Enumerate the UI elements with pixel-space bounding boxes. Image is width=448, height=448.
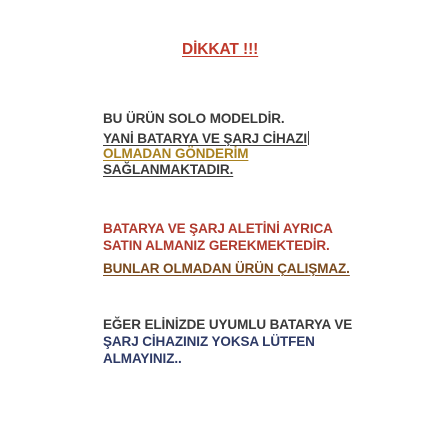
paragraph-3-line-1: EĞER ELİNİZDE UYUMLU BATARYA VE: [103, 317, 353, 332]
paragraph-1-line-3: OLMADAN GÖNDERİM: [103, 146, 249, 161]
paragraph-2-line-2: SATIN ALMANIZ GEREKMEKTEDİR.: [103, 238, 330, 253]
text-cursor: [308, 131, 309, 145]
paragraph-2-line-3: BUNLAR OLMADAN ÜRÜN ÇALIŞMAZ.: [103, 261, 350, 276]
paragraph-3-line-3: ALMAYINIZ..: [103, 351, 182, 366]
paragraph-1-line-4: SAĞLANMAKTADIR.: [103, 162, 234, 177]
warning-title: DİKKAT !!!: [182, 41, 259, 58]
paragraph-1-line-2: [103, 131, 309, 146]
paragraph-1-line-2-text: YANİ BATARYA VE ŞARJ CİHAZI: [103, 131, 308, 146]
paragraph-2-line-1: BATARYA VE ŞARJ ALETİNİ AYRICA: [103, 221, 333, 236]
paragraph-1-line-1: BU ÜRÜN SOLO MODELDİR.: [103, 111, 285, 126]
paragraph-3-line-2: ŞARJ CİHAZINIZ YOKSA LÜTFEN: [103, 334, 315, 349]
